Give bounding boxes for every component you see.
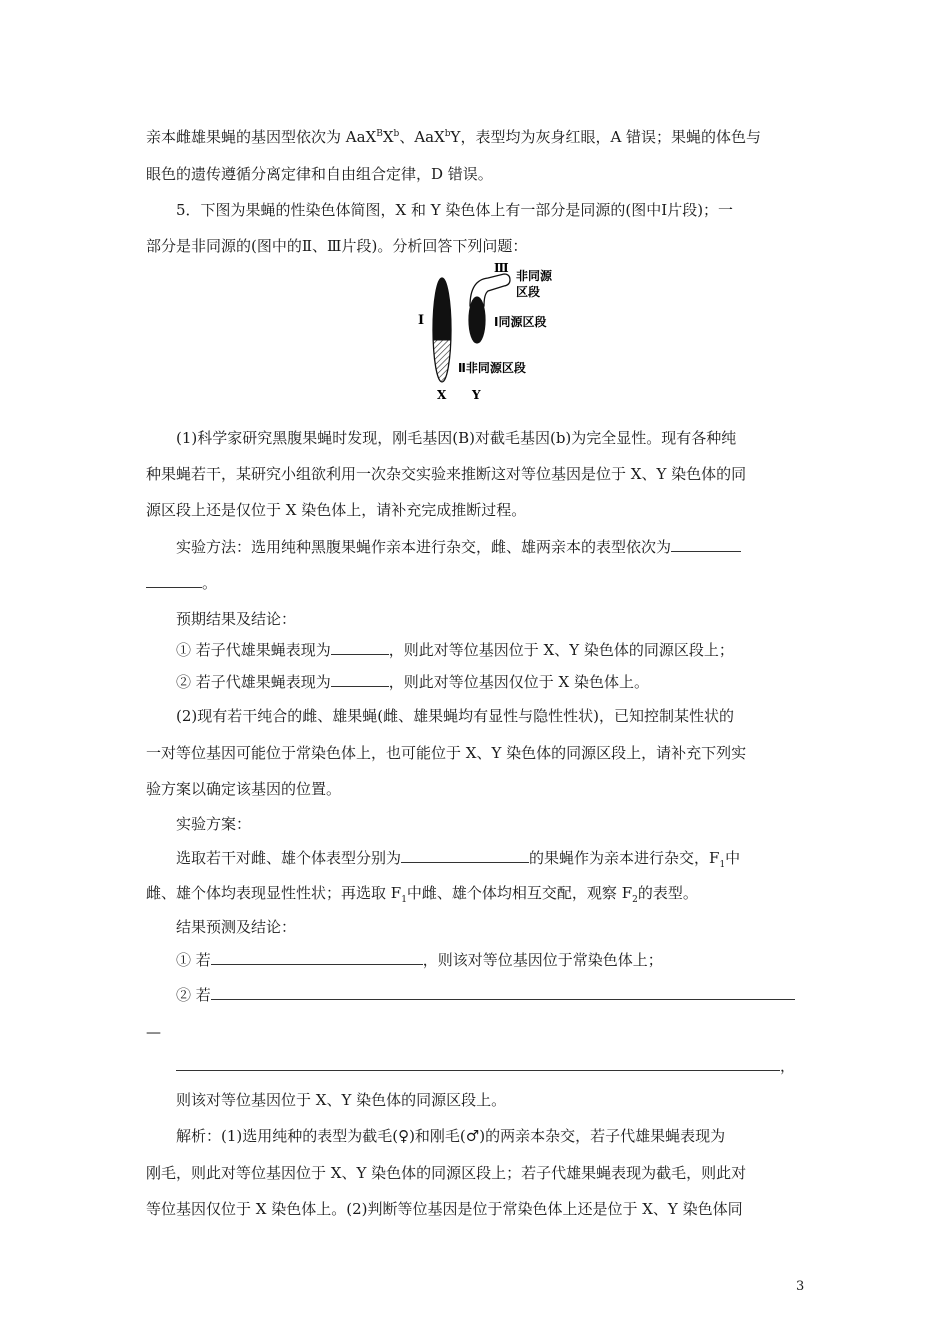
label-iii-text-2: 区段 [516,285,541,299]
part2-step-2: 雌、雄个体均表现显性性状；再选取 $F_1$中雌、雄个体均相互交配，观察 $F_2$的表型。 [146,884,698,905]
part2-conclusion-2: ② 若 [176,985,795,1005]
part1-expect: 预期结果及结论： [176,610,297,628]
label-ii-text: Ⅱ非同源区段 [458,361,526,375]
part2-conclusion-1: ① 若 ，则该对等位基因位于常染色体上； [176,951,663,969]
plan-blank[interactable] [401,848,529,863]
analysis-line-1: 解析：(1)选用纯种的表型为截毛(♀)和刚毛(♂)的两亲本杂交，若子代雄果蝇表现为 [176,1127,726,1145]
analysis-line-2: 刚毛，则此对等位基因位于 X、Y 染色体的同源区段上；若子代雄果蝇表现为截毛，则此对 [146,1164,747,1182]
part1-line-2: 种果蝇若干，某研究小组欲利用一次杂交实验来推断这对等位基因是位于 X、Y 染色体的同 [146,465,747,483]
part2-conclusion-heading: 结果预测及结论： [176,918,297,936]
part2-conclusion-2-cont: ， [176,1056,795,1076]
q5-line-2: 部分是非同源的(图中的Ⅱ、Ⅲ片段)。分析回答下列问题： [146,237,528,255]
x-chromosome [430,278,454,384]
label-y: Y [472,388,481,402]
conclusion-2-blank-2[interactable] [176,1056,780,1071]
result-2-blank[interactable] [331,672,389,687]
part2-line-2: 一对等位基因可能位于常染色体上，也可能位于 X、Y 染色体的同源区段上，请补充下列实 [146,744,747,762]
part1-result-2: ② 若子代雄果蝇表现为 ，则此对等位基因仅位于 X 染色体上。 [176,673,649,691]
chromosome-figure [400,258,590,408]
part2-line-1: (2)现有若干纯合的雌、雄果蝇(雌、雄果蝇均有显性与隐性性状)，已知控制某性状的 [176,707,734,725]
part1-line-1: (1)科学家研究黑腹果蝇时发现，刚毛基因(B)对截毛基因(b)为完全显性。现有各种纯 [176,429,737,447]
part1-line-3: 源区段上还是仅位于 X 染色体上，请补充完成推断过程。 [146,501,527,519]
method-blank-1[interactable] [671,537,741,552]
label-i-text: Ⅰ同源区段 [494,315,547,329]
part1-method: 实验方法：选用纯种黑腹果蝇作亲本进行杂交，雌、雄两亲本的表型依次为 [176,537,741,557]
label-x: X [437,388,447,402]
para-top-line-1: 亲本雌雄果蝇的基因型依次为 $AaX^BX^b$、AaX$^b$Y，表型均为灰身红眼，A 错误；果蝇的体色与 [146,128,762,146]
y-chromosome [469,274,510,343]
part2-conclusion-2-end: 则该对等位基因位于 X、Y 染色体的同源区段上。 [176,1091,507,1109]
part2-line-3: 验方案以确定该基因的位置。 [146,780,342,798]
part2-dash: — [146,1023,161,1041]
page-number: 3 [796,1279,805,1294]
method-blank-2[interactable] [146,573,202,588]
conclusion-1-blank[interactable] [211,950,423,965]
label-iii-text-1: 非同源 [516,269,553,283]
label-iii: Ⅲ [494,261,509,275]
analysis-line-3: 等位基因仅位于 X 染色体上。(2)判断等位基因是位于常染色体上还是位于 X、Y 染色体同 [146,1200,743,1218]
para-top-line-2: 眼色的遗传遵循分离定律和自由组合定律，D 错误。 [146,165,493,183]
result-1-blank[interactable] [331,640,389,655]
q5-line-1: 5．下图为果蝇的性染色体简图，X 和 Y 染色体上有一部分是同源的(图中Ⅰ片段)；一 [176,201,734,219]
part2-step-1: 选取若干对雌、雄个体表型分别为 的果蝇作为亲本进行杂交，$F_1$中 [176,849,741,870]
conclusion-2-blank-1[interactable] [211,985,795,1000]
label-i: Ⅰ [418,313,425,328]
part1-method-cont: 。 [146,573,217,593]
part1-result-1: ① 若子代雄果蝇表现为 ，则此对等位基因位于 X、Y 染色体的同源区段上； [176,641,734,659]
chromosome-diagram [400,258,590,408]
part2-plan: 实验方案： [176,815,252,833]
